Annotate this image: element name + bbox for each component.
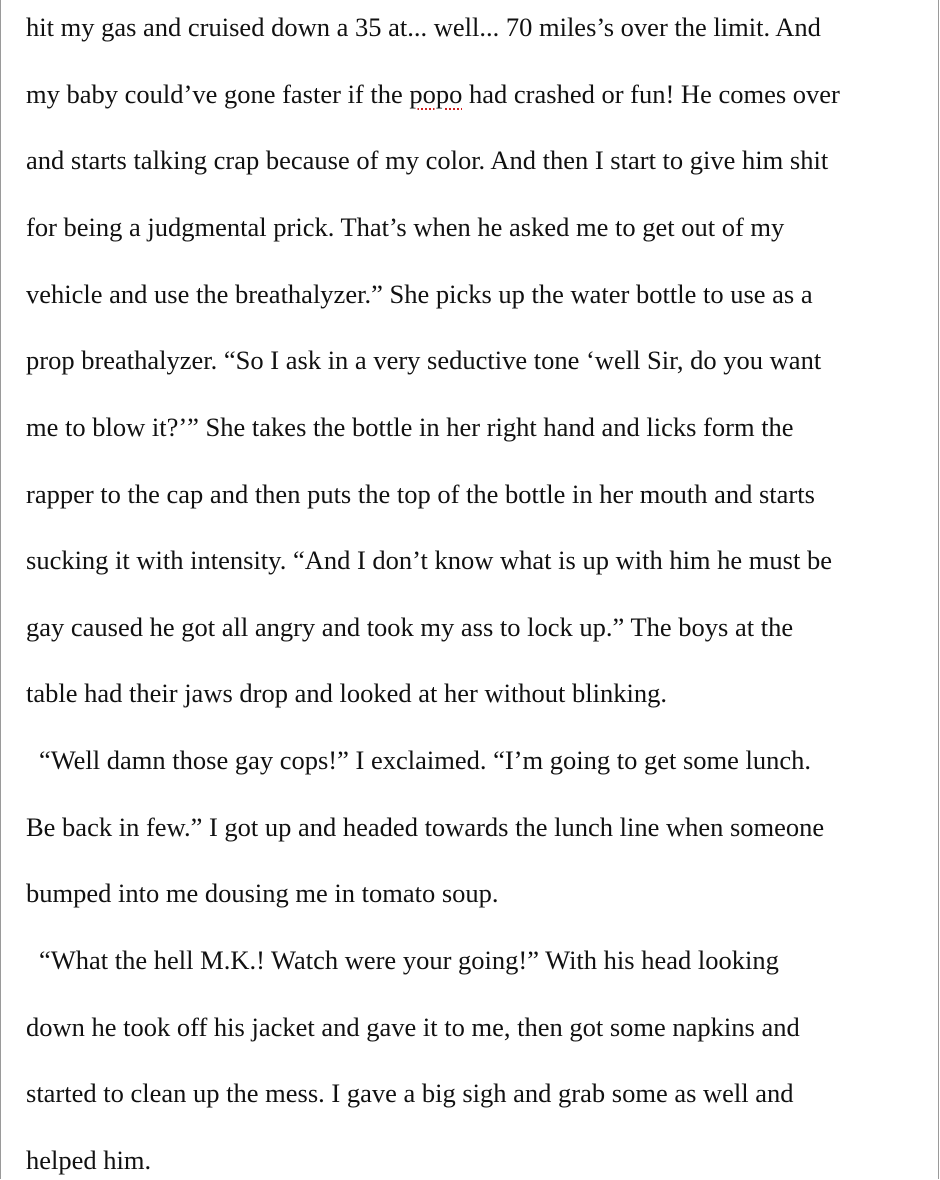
text-line: down he took off his jacket and gave it to me, then got some napkins and: [26, 1012, 800, 1042]
text-line: helped him.: [26, 1145, 152, 1175]
text-line: rapper to the cap and then puts the top of the bottle in her mouth and starts: [26, 479, 815, 509]
text-line: me to blow it?’” She takes the bottle in her right hand and licks form the: [26, 412, 794, 442]
text-segment: my baby could’ve gone faster if the: [26, 79, 410, 109]
text-line: sucking it with intensity. “And I don’t know what is up with him he must be: [26, 545, 832, 575]
text-line: “Well damn those gay cops!” I exclaimed. “I’m going to get some lunch.: [39, 745, 812, 775]
text-line: prop breathalyzer. “So I ask in a very seductive tone ‘well Sir, do you want: [26, 345, 822, 375]
text-line: table had their jaws drop and looked at her without blinking.: [26, 678, 668, 708]
text-line: “What the hell M.K.! Watch were your going!” With his head looking: [39, 945, 779, 975]
text-line: started to clean up the mess. I gave a big sigh and grab some as well and: [26, 1078, 794, 1108]
text-line: gay caused he got all angry and took my ass to lock up.” The boys at the: [26, 612, 794, 642]
text-line: for being a judgmental prick. That’s when he asked me to get out of my: [26, 212, 785, 242]
spellcheck-flagged-word[interactable]: popo: [409, 79, 463, 109]
text-line: hit my gas and cruised down a 35 at... well... 70 miles’s over the limit. And: [26, 12, 821, 42]
text-line: [26, 74, 840, 114]
text-line: vehicle and use the breathalyzer.” She picks up the water bottle to use as a: [26, 279, 813, 309]
text-line: Be back in few.” I got up and headed towards the lunch line when someone: [26, 812, 825, 842]
text-line: and starts talking crap because of my color. And then I start to give him shit: [26, 145, 829, 175]
text-segment: had crashed or fun! He comes over: [462, 79, 840, 109]
text-line: bumped into me dousing me in tomato soup.: [26, 878, 499, 908]
